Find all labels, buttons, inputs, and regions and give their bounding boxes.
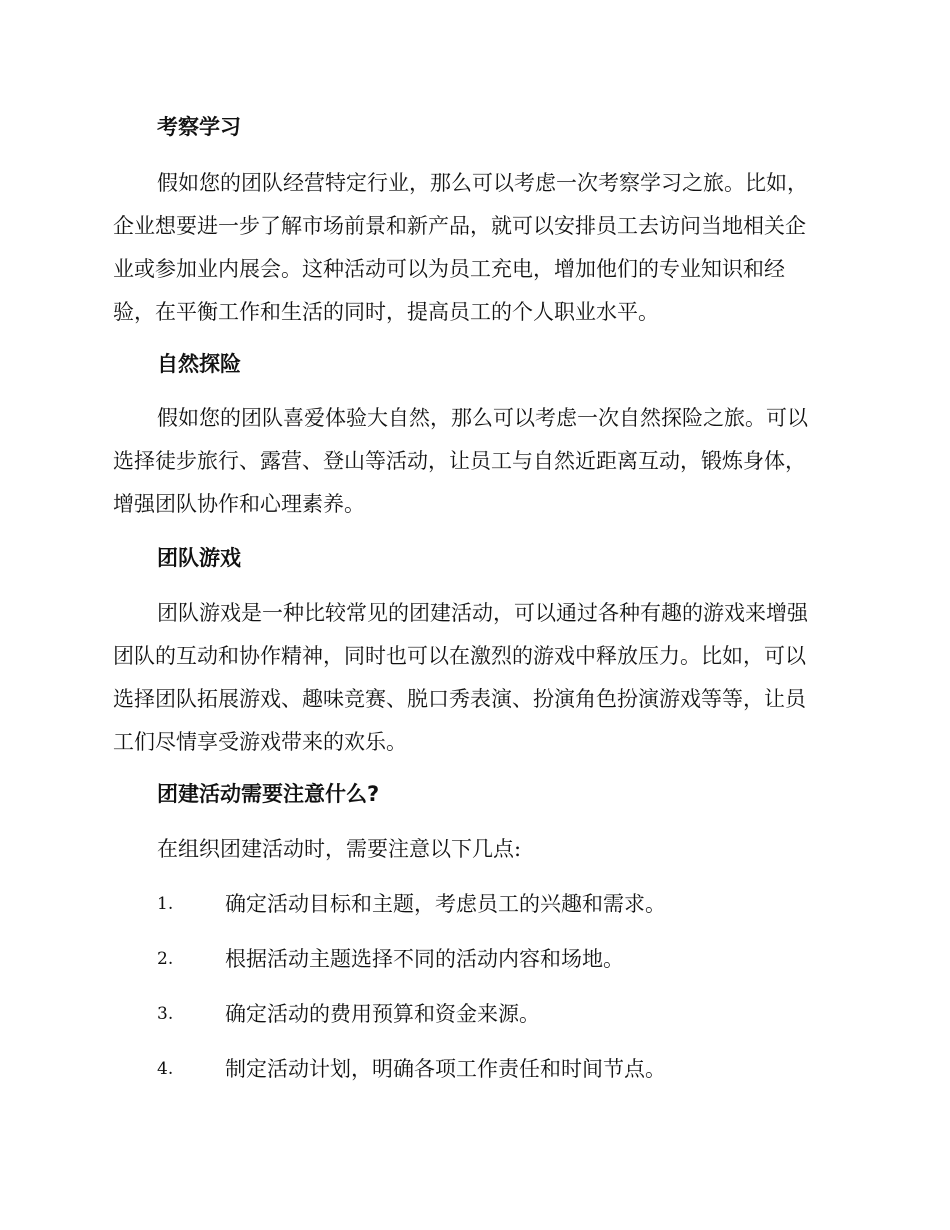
list-number: 4.: [157, 1059, 174, 1079]
paragraph-line: 验，在平衡工作和生活的同时，提高员工的个人职业水平。: [113, 300, 659, 324]
section-paragraph-kaocha: [113, 162, 833, 334]
section-paragraph-ziran: [113, 397, 833, 526]
paragraph-line: 团队游戏是一种比较常见的团建活动，可以通过各种有趣的游戏来增强: [157, 601, 808, 625]
section-paragraph-youxi: [113, 592, 833, 764]
paragraph-line: 企业想要进一步了解市场前景和新产品，就可以安排员工去访问当地相关企: [113, 214, 806, 238]
list-text: 制定活动计划，明确各项工作责任和时间节点。: [225, 1057, 666, 1081]
section-heading-kaocha: 考察学习: [157, 115, 241, 139]
section-heading-youxi: 团队游戏: [157, 546, 241, 570]
paragraph-line: 团队的互动和协作精神，同时也可以在激烈的游戏中释放压力。比如，可以: [113, 644, 806, 668]
notes-heading: 团建活动需要注意什么?: [157, 782, 380, 806]
notes-intro: 在组织团建活动时，需要注意以下几点:: [157, 837, 522, 861]
paragraph-line: 假如您的团队经营特定行业，那么可以考虑一次考察学习之旅。比如，: [157, 171, 808, 195]
paragraph-line: 选择徒步旅行、露营、登山等活动，让员工与自然近距离互动，锻炼身体，: [113, 449, 806, 473]
list-number: 1.: [157, 894, 174, 914]
list-number: 3.: [157, 1004, 174, 1024]
list-number: 2.: [157, 949, 174, 969]
list-text: 根据活动主题选择不同的活动内容和场地。: [225, 947, 624, 971]
paragraph-line: 增强团队协作和心理素养。: [113, 492, 365, 516]
paragraph-line: 业或参加业内展会。这种活动可以为员工充电，增加他们的专业知识和经: [113, 257, 785, 281]
paragraph-line: 选择团队拓展游戏、趣味竞赛、脱口秀表演、扮演角色扮演游戏等等，让员: [113, 687, 806, 711]
list-text: 确定活动的费用预算和资金来源。: [225, 1002, 540, 1026]
paragraph-line: 工们尽情享受游戏带来的欢乐。: [113, 730, 407, 754]
section-heading-ziran: 自然探险: [157, 352, 241, 376]
list-text: 确定活动目标和主题，考虑员工的兴趣和需求。: [225, 892, 666, 916]
paragraph-line: 假如您的团队喜爱体验大自然，那么可以考虑一次自然探险之旅。可以: [157, 406, 808, 430]
